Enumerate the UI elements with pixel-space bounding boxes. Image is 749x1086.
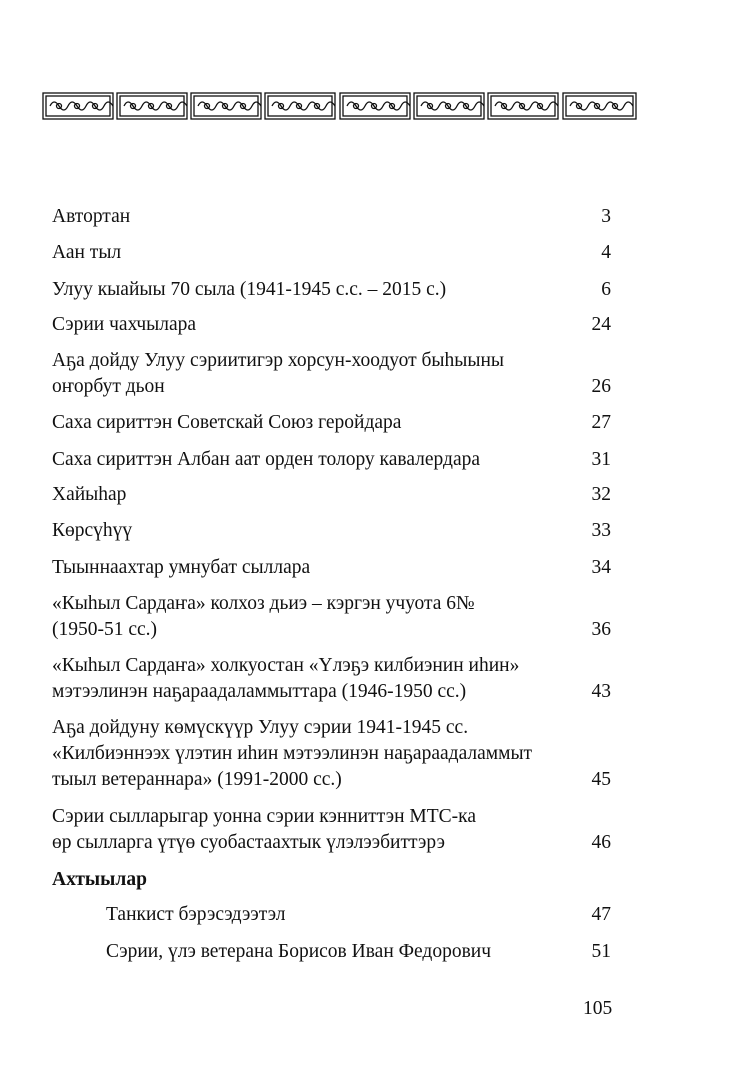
toc-entry-title: Аҕа дойду Улуу сэриитигэр хорсун-хоодуот быһыыны (52, 350, 504, 371)
toc-entry-title-continued: тыыл ветераннара» (1991-2000 сс.) (52, 769, 342, 790)
toc-entry-title: Аҕа дойдуну көмүскүүр Улуу сэрии 1941-1945 сс. (52, 717, 469, 738)
toc-entry-page: 33 (591, 520, 611, 541)
toc-entry-title: Саха сириттэн Албан аат орден толору кавалердара (52, 449, 481, 470)
appendix-entry-page: 51 (591, 941, 611, 962)
toc-entry-title: Сэрии сылларыгар уонна сэрии кэнниттэн МТС-ка (52, 806, 476, 827)
toc-entry-title-continued: мэтээлинэн наҕараадаламмыттара (1946-1950 сс.) (52, 681, 467, 702)
toc-entry-page: 43 (591, 681, 611, 702)
toc-entry-title: «Кыһыл Сардаҥа» колхоз дьиэ – кэргэн учуота 6№ (52, 593, 475, 614)
toc-entry-title: Хайыһар (52, 484, 127, 505)
toc-entry-title-continued: оҥорбут дьон (52, 376, 165, 397)
toc-entry-title: Тыыннаахтар умнубат сыллара (52, 557, 311, 578)
toc-entry-title: Аан тыл (52, 242, 122, 263)
appendix-entry-title: Сэрии, үлэ ветерана Борисов Иван Федорович (106, 941, 492, 962)
toc-entry-page: 3 (601, 206, 611, 227)
decorative-border-ornament (42, 92, 637, 120)
toc-entry-title-continued: «Килбиэннээх үлэтин иһин мэтээлинэн наҕараадаламмыт (52, 743, 533, 764)
toc-entry-title: «Кыһыл Сардаҥа» холкуостан «Үлэҕэ килбиэнин иһин» (52, 655, 520, 676)
toc-entry-title-continued: (1950-51 сс.) (52, 619, 158, 640)
toc-entry-page: 34 (591, 557, 611, 578)
page-number: 105 (583, 998, 613, 1019)
toc-entry-page: 26 (591, 376, 611, 397)
toc-entry-title-continued: өр сылларга үтүө суобастаахтык үлэлээбиттэрэ (52, 832, 445, 853)
toc-entry-page: 31 (591, 449, 611, 470)
toc-entry-title: Көрсүһүү (52, 520, 133, 541)
toc-entry-page: 24 (591, 314, 611, 335)
toc-entry-page: 46 (591, 832, 611, 853)
appendix-entry-title: Танкист бэрэсэдээтэл (106, 904, 286, 925)
appendix-entry-page: 47 (591, 904, 611, 925)
toc-entry-page: 45 (591, 769, 611, 790)
toc-entry-title: Сэрии чахчылара (52, 314, 197, 335)
toc-entry-page: 27 (591, 412, 611, 433)
toc-entry-title: Саха сириттэн Советскай Союз геройдара (52, 412, 402, 433)
toc-entry-title: Улуу кыайыы 70 сыла (1941-1945 с.с. – 2015 с.) (52, 279, 447, 300)
toc-entry-page: 4 (601, 242, 611, 263)
toc-entry-page: 32 (591, 484, 611, 505)
toc-entry-page: 6 (601, 279, 611, 300)
appendix-heading: Ахтыылар (52, 869, 147, 890)
toc-entry-title: Автортан (52, 206, 131, 227)
toc-entry-page: 36 (591, 619, 611, 640)
